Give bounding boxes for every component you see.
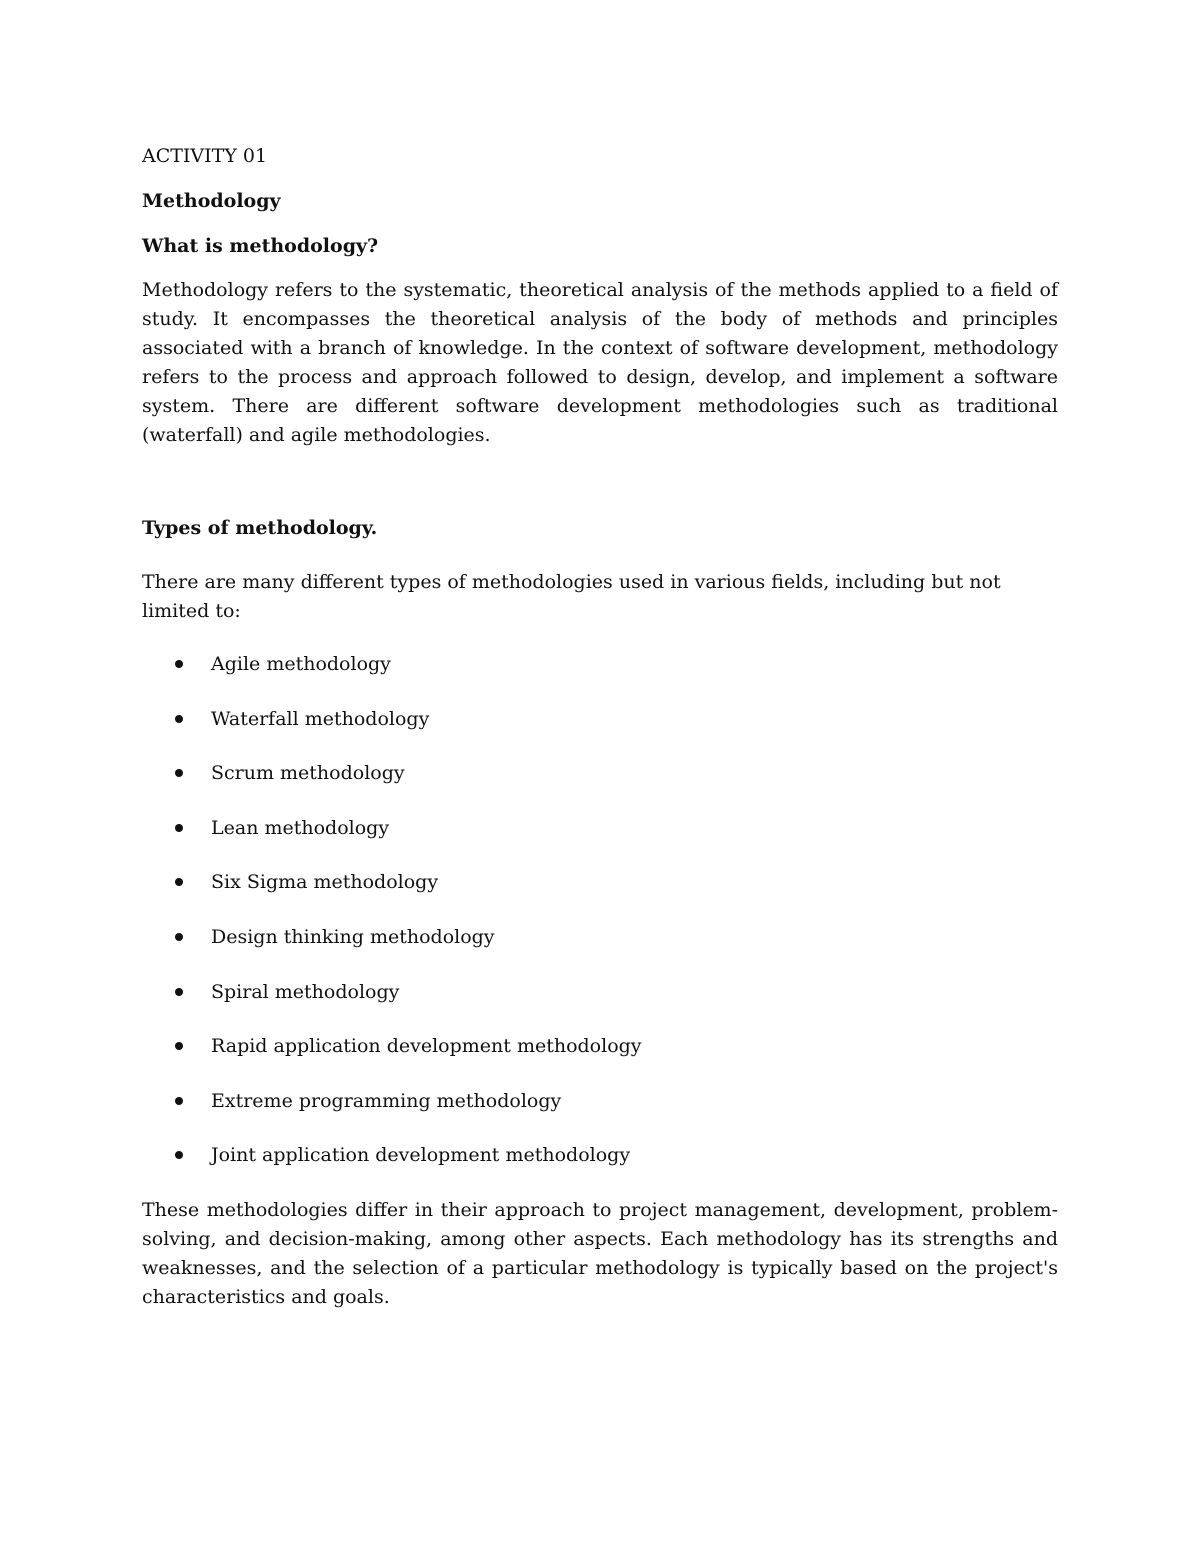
bullet-icon <box>175 1097 183 1105</box>
conclusion-paragraph: These methodologies differ in their approach to project management, development, problem-solving, and decision-making, among other aspects. Each methodology has its strengths and weaknesses, and the selection of a particular methodology is typically based on the project's characteristics and goals. <box>142 1199 1058 1308</box>
list-item-text: Lean methodology <box>211 816 390 839</box>
list-item <box>142 923 1058 978</box>
types-intro-paragraph: There are many different types of methodologies used in various fields, including but not limited to: <box>142 571 1001 622</box>
types-heading: Types of methodology. <box>142 517 378 539</box>
list-item <box>142 759 1058 814</box>
bullet-icon <box>175 1151 183 1159</box>
bullet-icon <box>175 769 183 777</box>
list-item-text: Joint application development methodology <box>211 1144 631 1167</box>
bullet-icon <box>175 933 183 941</box>
list-item <box>142 978 1058 1033</box>
bullet-icon <box>175 824 183 832</box>
list-item-text: Spiral methodology <box>211 980 400 1003</box>
list-item <box>142 1032 1058 1087</box>
definition-paragraph: Methodology refers to the systematic, theoretical analysis of the methods applied to a field of study. It encompasses the theoretical analysis of the body of methods and principles associated with a branch of knowledge. In the context of software development, methodology refers to the process and approach followed to design, develop, and implement a software system. There are different software development methodologies such as traditional (waterfall) and agile methodologies. <box>142 279 1058 446</box>
methodology-types-list <box>142 650 1058 1196</box>
bullet-icon <box>175 1042 183 1050</box>
list-item-text: Agile methodology <box>211 653 391 675</box>
list-item <box>142 650 1058 705</box>
list-item-text: Waterfall methodology <box>211 707 430 730</box>
list-item <box>142 814 1058 869</box>
list-item <box>142 1087 1058 1142</box>
list-item-text: Design thinking methodology <box>211 925 495 948</box>
bullet-icon <box>175 878 183 886</box>
list-item-text: Six Sigma methodology <box>211 871 439 894</box>
document-page <box>142 0 1058 1553</box>
list-item <box>142 868 1058 923</box>
document-title: Methodology <box>142 190 281 212</box>
list-item <box>142 1141 1058 1196</box>
activity-label: ACTIVITY 01 <box>142 145 268 167</box>
bullet-icon <box>175 660 183 668</box>
list-item <box>142 705 1058 760</box>
list-item-text: Scrum methodology <box>211 762 405 785</box>
list-item-text: Rapid application development methodology <box>211 1035 642 1058</box>
bullet-icon <box>175 988 183 996</box>
list-item-text: Extreme programming methodology <box>211 1089 562 1112</box>
question-heading: What is methodology? <box>142 235 379 257</box>
bullet-icon <box>175 715 183 723</box>
